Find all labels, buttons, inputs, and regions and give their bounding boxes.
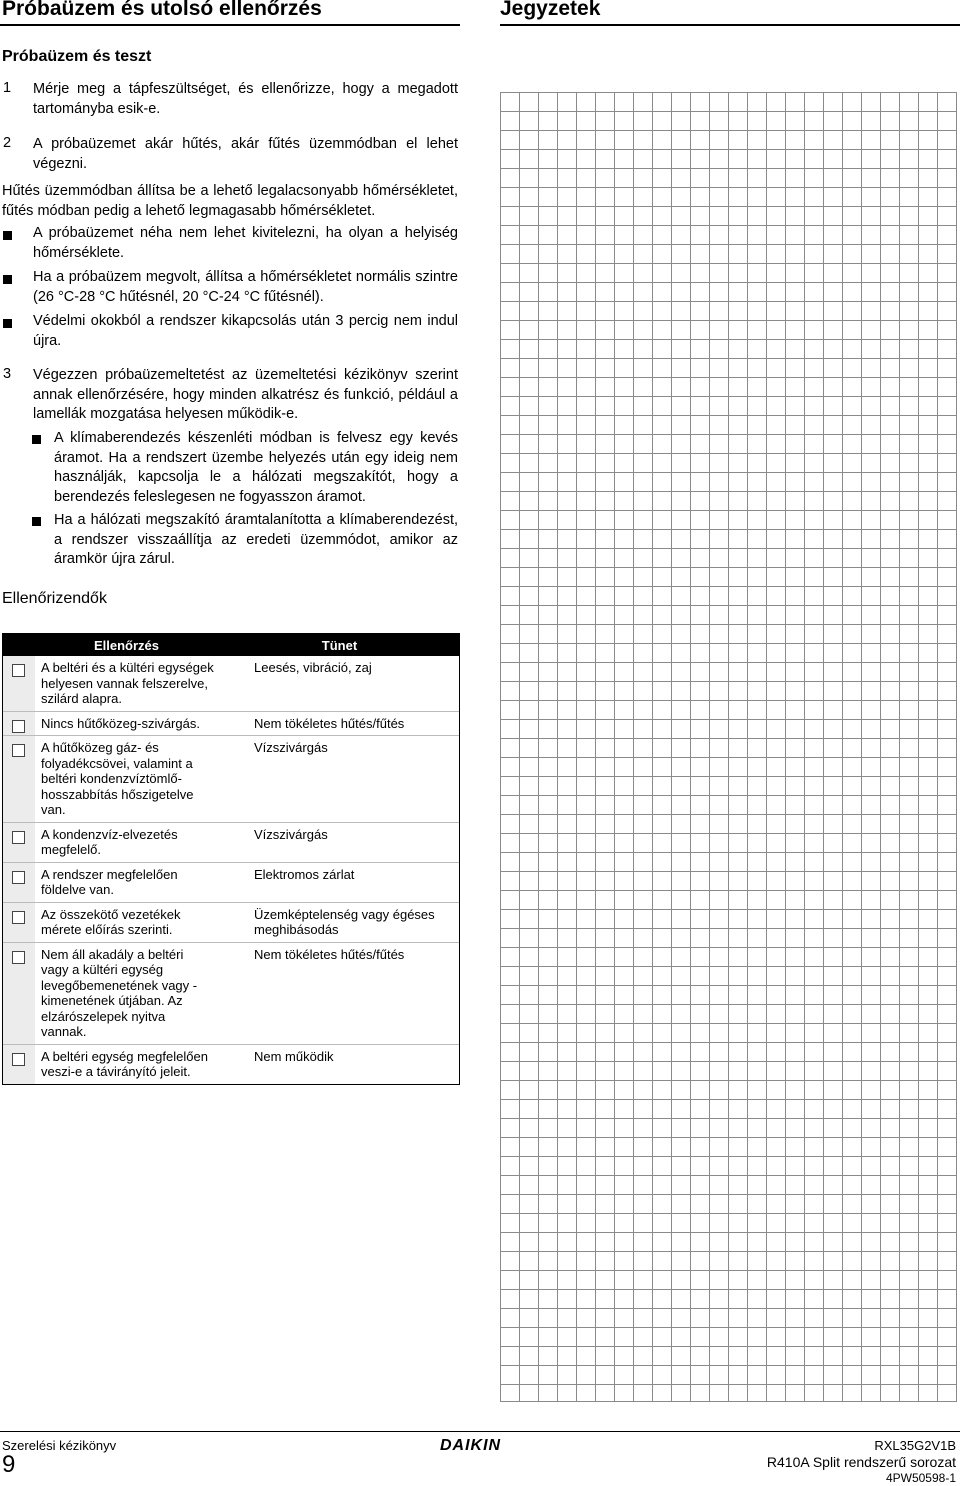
bullet-square-icon: [3, 319, 12, 328]
table-row: [3, 943, 459, 1045]
checkbox-cell: [3, 903, 35, 942]
table-row: [3, 712, 459, 737]
table-row: [3, 656, 459, 712]
table-row: [3, 736, 459, 823]
checkbox-cell: [3, 656, 35, 711]
header-rule-left: [0, 24, 460, 26]
step-text: Mérje meg a tápfeszültséget, és ellenőrizze, hogy a megadott tartományba esik-e.: [33, 81, 458, 117]
symptom: Nem tökéletes hűtés/fűtés: [254, 715, 405, 731]
checkbox[interactable]: [12, 831, 25, 844]
table-header: [3, 634, 459, 656]
checkbox[interactable]: [12, 951, 25, 964]
model-number: RXL35G2V1B: [874, 1438, 956, 1453]
symptom: Vízszivárgás: [254, 740, 328, 755]
header-rule-right: [500, 24, 960, 26]
symptom: Üzemképtelenség vagy égéses meghibásodás: [254, 906, 435, 937]
daikin-logo: DAIKIN: [440, 1437, 502, 1454]
footer-rule: [0, 1431, 960, 1432]
check-item: A kondenzvíz-elvezetés megfelelő.: [41, 826, 178, 857]
checks-table: [2, 633, 460, 1085]
symptom: Elektromos zárlat: [254, 866, 355, 882]
bullet-square-icon: [32, 435, 41, 444]
table-row: [3, 903, 459, 943]
check-item: Az összekötő vezetékek mérete előírás szerinti.: [41, 906, 181, 937]
checkbox-cell: [3, 712, 35, 736]
step-2-detail: Hűtés üzemmódban állítsa be a lehető legalacsonyabb hőmérsékletet, fűtés módban pedig a lehető legmagasabb hőmérsékletet.: [2, 183, 458, 219]
product-series: R410A Split rendszerű sorozat: [766, 1454, 956, 1470]
page-title: Próbaüzem és utolsó ellenőrzés: [2, 0, 322, 20]
checkbox-cell: [3, 736, 35, 822]
symptom: Nem tökéletes hűtés/fűtés: [254, 946, 405, 962]
checkbox-cell: [3, 1045, 35, 1084]
footer-doc-title: Szerelési kézikönyv: [2, 1438, 117, 1453]
check-item: Nem áll akadály a beltéri vagy a kültéri egység levegőbemenetének vagy -kimenetének útjában. Az elzárószelepek nyitva vannak.: [41, 946, 198, 1039]
step-number: 2: [3, 135, 12, 151]
column-header-symptom: Tünet: [321, 638, 358, 653]
checkbox-cell: [3, 823, 35, 862]
symptom: Nem működik: [254, 1048, 334, 1064]
step-number: 3: [3, 366, 12, 382]
check-item: A rendszer megfelelően földelve van.: [41, 866, 178, 897]
checkbox[interactable]: [12, 1053, 25, 1066]
symptom: Vízszivárgás: [254, 826, 328, 842]
notes-grid: [500, 92, 957, 1402]
checkbox[interactable]: [12, 744, 25, 757]
bullet-square-icon: [3, 231, 12, 240]
check-item: A beltéri egység megfelelően veszi-e a távirányító jeleit.: [41, 1048, 208, 1079]
page-number: 9: [2, 1451, 16, 1478]
footer-meta: [767, 1438, 956, 1486]
column-header-check: Ellenőrzés: [93, 638, 160, 653]
symptom: Leesés, vibráció, zaj: [254, 660, 372, 675]
check-item: A hűtőközeg gáz- és folyadékcsövei, valamint a beltéri kondenzvíztömlő-hosszabbítás hőszigetelve van.: [41, 740, 194, 817]
checkbox-cell: [3, 943, 35, 1044]
table-row: [3, 823, 459, 863]
section-title-test-run: Próbaüzem és teszt: [2, 48, 152, 65]
bullet-square-icon: [32, 517, 41, 526]
checkbox[interactable]: [12, 911, 25, 924]
notes-title: Jegyzetek: [500, 0, 601, 20]
step-number: 1: [3, 80, 12, 96]
document-code: 4PW50598-1: [885, 1471, 956, 1485]
checkbox[interactable]: [12, 664, 25, 677]
step-text: Végezzen próbaüzemeltetést az üzemeltetési kézikönyv szerint annak ellenőrzésére, hogy minden alkatrész és funkció, például a lamellák mozgatása helyesen működik-e.: [33, 367, 458, 422]
checkbox-cell: [3, 863, 35, 902]
checkbox[interactable]: [12, 871, 25, 884]
step-text: A próbaüzemet akár hűtés, akár fűtés üzemmódban el lehet végezni.: [33, 136, 458, 172]
bullet-square-icon: [3, 275, 12, 284]
table-row: [3, 1045, 459, 1084]
check-item: Nincs hűtőközeg-szivárgás.: [41, 715, 200, 731]
check-item: A beltéri és a kültéri egységek helyesen vannak felszerelve, szilárd alapra.: [41, 660, 214, 706]
section-title-checks: Ellenőrizendők: [2, 590, 107, 607]
table-row: [3, 863, 459, 903]
checkbox[interactable]: [12, 720, 25, 733]
